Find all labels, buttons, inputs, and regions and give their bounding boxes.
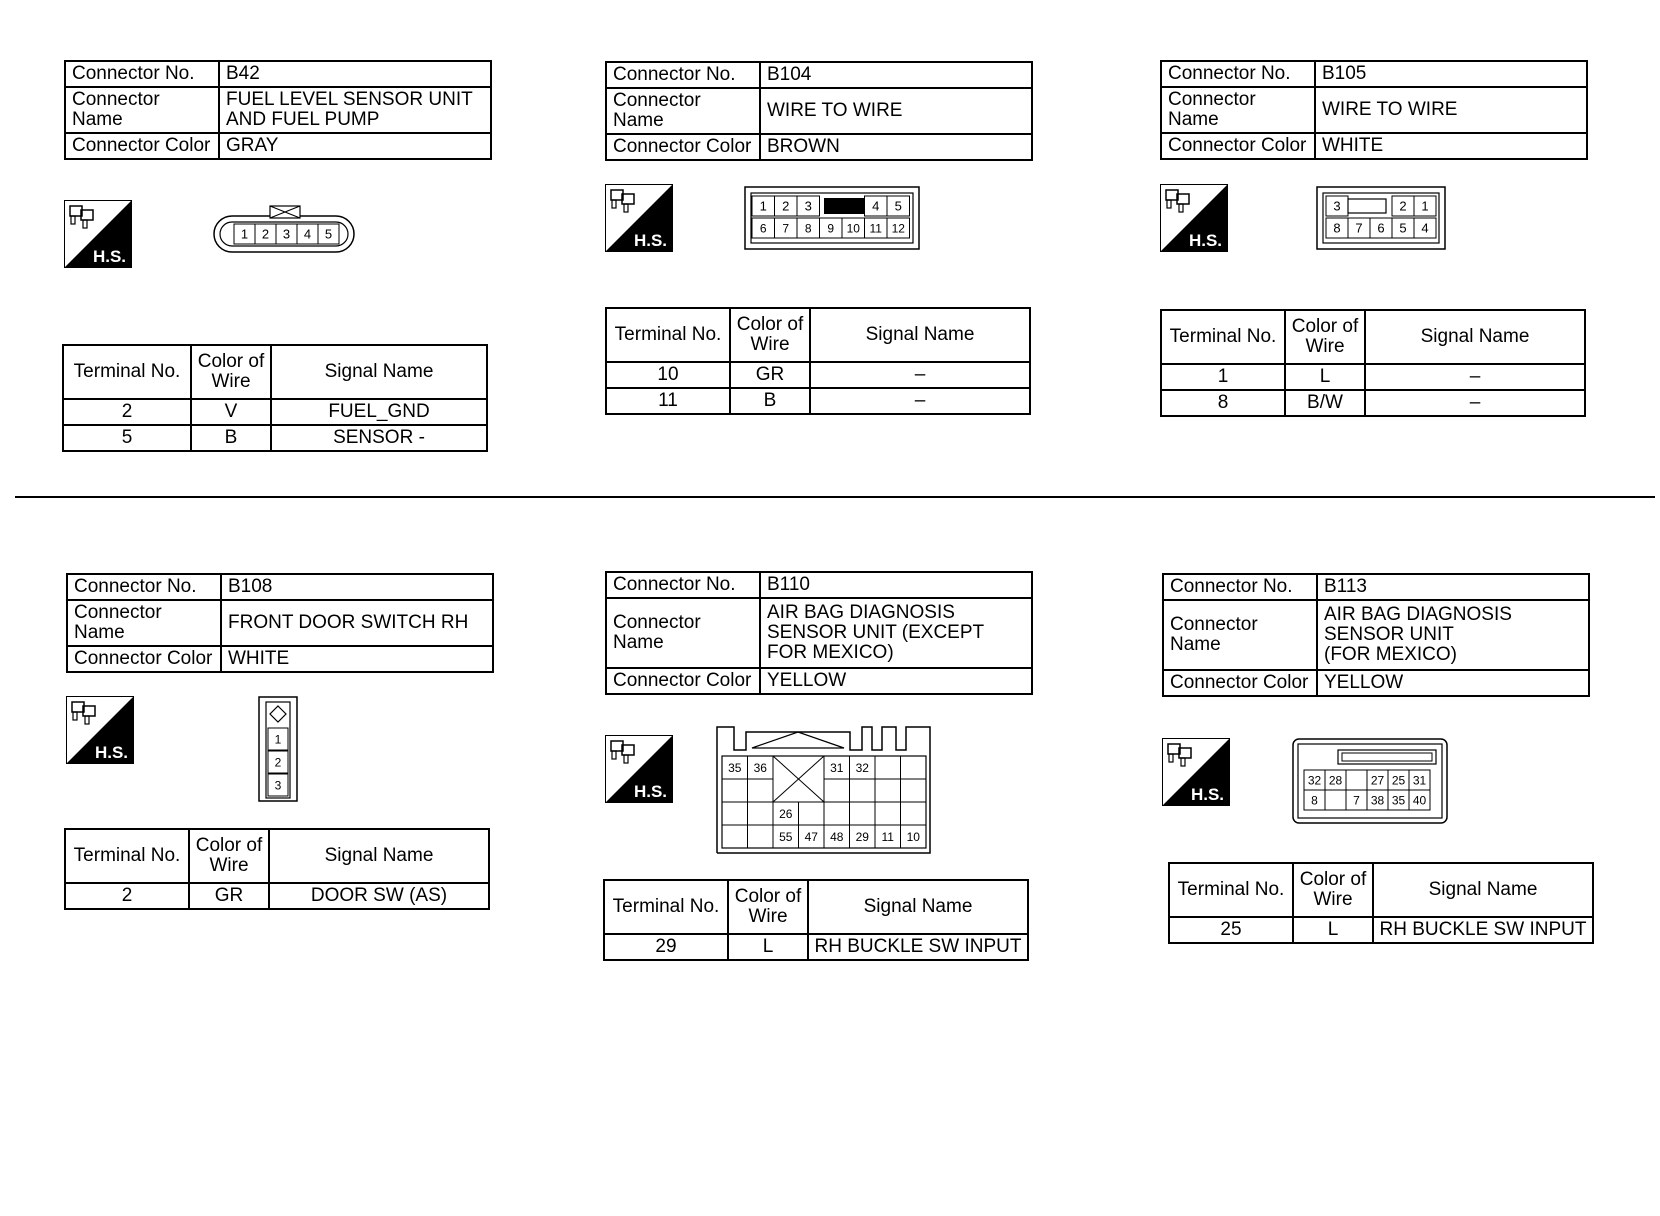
terminal-table-b105 xyxy=(1160,309,1586,417)
pin-number: 3 xyxy=(274,778,282,793)
header-terminal-no: Terminal No. xyxy=(1161,310,1285,364)
connector-face-b105 xyxy=(1316,186,1446,250)
pin-number: 8 xyxy=(1333,220,1341,236)
header-signal-name: Signal Name xyxy=(1365,310,1585,364)
pin-number: 10 xyxy=(906,829,920,844)
terminal-no: 5 xyxy=(63,425,191,451)
connector-info-b42 xyxy=(64,60,492,160)
pin-number: 55 xyxy=(779,829,793,844)
connector-face-b104 xyxy=(744,186,920,250)
wire-color: GR xyxy=(730,362,810,388)
connector-name: WIRE TO WIRE xyxy=(1315,87,1587,133)
terminal-table-b113 xyxy=(1168,862,1594,944)
pin-number: 26 xyxy=(779,806,793,821)
signal-name: – xyxy=(1365,390,1585,416)
pin-number: 28 xyxy=(1328,773,1343,788)
terminal-no: 11 xyxy=(606,388,730,414)
harness-side-icon xyxy=(1162,738,1230,806)
connector-info-b104 xyxy=(605,61,1033,161)
connector-info-b108 xyxy=(66,573,494,673)
connector-no: B42 xyxy=(219,61,491,87)
harness-side-icon xyxy=(64,200,132,268)
header-wire-color: Color of Wire xyxy=(191,345,271,399)
label-connector-no: Connector No. xyxy=(606,62,760,88)
pin-number: 32 xyxy=(855,760,869,775)
harness-side-icon xyxy=(1160,184,1228,252)
label-connector-no: Connector No. xyxy=(67,574,221,600)
wire-color: GR xyxy=(189,883,269,909)
header-signal-name: Signal Name xyxy=(808,880,1028,934)
signal-name: – xyxy=(810,388,1030,414)
connector-info-b110 xyxy=(605,571,1033,695)
hs-label: H.S. xyxy=(1190,785,1224,804)
connector-no: B105 xyxy=(1315,61,1587,87)
signal-name: RH BUCKLE SW INPUT xyxy=(1373,917,1593,943)
pin-number: 6 xyxy=(1377,220,1385,236)
label-connector-name: Connector Name xyxy=(606,88,760,134)
pin-number: 3 xyxy=(1333,198,1341,214)
label-connector-no: Connector No. xyxy=(1163,574,1317,600)
pin-number: 12 xyxy=(891,221,905,236)
table-row xyxy=(63,399,487,425)
header-terminal-no: Terminal No. xyxy=(65,829,189,883)
header-terminal-no: Terminal No. xyxy=(1169,863,1293,917)
terminal-table-b110 xyxy=(603,879,1029,961)
pin-number: 6 xyxy=(759,221,767,236)
signal-name: – xyxy=(1365,364,1585,390)
hs-label: H.S. xyxy=(633,231,667,250)
connector-no: B108 xyxy=(221,574,493,600)
pin-number: 7 xyxy=(1355,220,1363,236)
pin-number: 38 xyxy=(1370,793,1385,808)
pin-number: 2 xyxy=(1399,198,1407,214)
pin-number: 1 xyxy=(240,226,249,242)
wire-color: L xyxy=(1285,364,1365,390)
pin-number: 5 xyxy=(1399,220,1407,236)
pin-number: 35 xyxy=(728,760,742,775)
header-terminal-no: Terminal No. xyxy=(606,308,730,362)
pin-number: 1 xyxy=(1421,198,1429,214)
hs-label: H.S. xyxy=(92,247,126,266)
pin-number: 4 xyxy=(872,198,880,214)
table-row xyxy=(606,362,1030,388)
pin-number: 5 xyxy=(894,198,902,214)
connector-color: BROWN xyxy=(760,134,1032,160)
hs-label: H.S. xyxy=(94,743,128,762)
table-row xyxy=(604,934,1028,960)
signal-name: DOOR SW (AS) xyxy=(269,883,489,909)
harness-side-icon xyxy=(605,184,673,252)
label-connector-no: Connector No. xyxy=(1161,61,1315,87)
pin-number: 36 xyxy=(753,760,767,775)
pin-number: 11 xyxy=(881,829,894,844)
label-connector-color: Connector Color xyxy=(1161,133,1315,159)
connector-color: YELLOW xyxy=(1317,670,1589,696)
terminal-table-b104 xyxy=(605,307,1031,415)
table-row xyxy=(65,883,489,909)
connector-name: WIRE TO WIRE xyxy=(760,88,1032,134)
label-connector-color: Connector Color xyxy=(606,668,760,694)
terminal-no: 2 xyxy=(65,883,189,909)
pin-number: 10 xyxy=(846,221,860,236)
label-connector-name: Connector Name xyxy=(67,600,221,646)
label-connector-color: Connector Color xyxy=(65,133,219,159)
label-connector-no: Connector No. xyxy=(606,572,760,598)
connector-name: FRONT DOOR SWITCH RH xyxy=(221,600,493,646)
connector-face-b110 xyxy=(716,726,932,854)
pin-number: 2 xyxy=(274,755,282,770)
header-signal-name: Signal Name xyxy=(1373,863,1593,917)
wire-color: V xyxy=(191,399,271,425)
pin-number: 27 xyxy=(1370,773,1385,788)
connector-color: GRAY xyxy=(219,133,491,159)
section-divider xyxy=(15,496,1655,498)
pin-number: 5 xyxy=(324,226,333,242)
header-signal-name: Signal Name xyxy=(810,308,1030,362)
terminal-table-b108 xyxy=(64,828,490,910)
pin-number: 29 xyxy=(855,829,869,844)
connector-color: YELLOW xyxy=(760,668,1032,694)
pin-number: 47 xyxy=(804,829,818,844)
connector-info-b105 xyxy=(1160,60,1588,160)
pin-number: 48 xyxy=(830,829,844,844)
header-wire-color: Color of Wire xyxy=(730,308,810,362)
connector-no: B113 xyxy=(1317,574,1589,600)
connector-face-b42 xyxy=(212,202,358,254)
pin-number: 3 xyxy=(282,226,291,242)
connector-name: AIR BAG DIAGNOSIS SENSOR UNIT (FOR MEXICO) xyxy=(1317,600,1589,670)
pin-number: 8 xyxy=(804,221,812,236)
wire-color: L xyxy=(728,934,808,960)
label-connector-name: Connector Name xyxy=(1163,600,1317,670)
pin-number: 4 xyxy=(1421,220,1429,236)
signal-name: – xyxy=(810,362,1030,388)
wire-color: L xyxy=(1293,917,1373,943)
wire-color: B xyxy=(191,425,271,451)
wire-color: B xyxy=(730,388,810,414)
terminal-no: 8 xyxy=(1161,390,1285,416)
pin-number: 11 xyxy=(869,221,882,236)
terminal-table-b42 xyxy=(62,344,488,452)
label-connector-color: Connector Color xyxy=(67,646,221,672)
connector-no: B110 xyxy=(760,572,1032,598)
signal-name: SENSOR - xyxy=(271,425,487,451)
signal-name: FUEL_GND xyxy=(271,399,487,425)
signal-name: RH BUCKLE SW INPUT xyxy=(808,934,1028,960)
header-terminal-no: Terminal No. xyxy=(604,880,728,934)
table-row xyxy=(1169,917,1593,943)
pin-number: 1 xyxy=(759,198,767,214)
terminal-no: 29 xyxy=(604,934,728,960)
label-connector-name: Connector Name xyxy=(606,598,760,668)
pin-number: 4 xyxy=(303,226,312,242)
label-connector-name: Connector Name xyxy=(1161,87,1315,133)
pin-number: 8 xyxy=(1311,793,1318,808)
header-wire-color: Color of Wire xyxy=(1293,863,1373,917)
header-terminal-no: Terminal No. xyxy=(63,345,191,399)
header-wire-color: Color of Wire xyxy=(728,880,808,934)
terminal-no: 10 xyxy=(606,362,730,388)
pin-number: 25 xyxy=(1391,773,1406,788)
connector-no: B104 xyxy=(760,62,1032,88)
connector-face-b108 xyxy=(258,696,298,802)
header-wire-color: Color of Wire xyxy=(189,829,269,883)
hs-label: H.S. xyxy=(1188,231,1222,250)
pin-number: 1 xyxy=(274,732,282,747)
header-signal-name: Signal Name xyxy=(271,345,487,399)
wire-color: B/W xyxy=(1285,390,1365,416)
connector-name: AIR BAG DIAGNOSIS SENSOR UNIT (EXCEPT FOR MEXICO) xyxy=(760,598,1032,668)
pin-number: 3 xyxy=(804,198,812,214)
label-connector-color: Connector Color xyxy=(1163,670,1317,696)
terminal-no: 2 xyxy=(63,399,191,425)
connector-name: FUEL LEVEL SENSOR UNIT AND FUEL PUMP xyxy=(219,87,491,133)
pin-number: 32 xyxy=(1307,773,1322,788)
header-signal-name: Signal Name xyxy=(269,829,489,883)
pin-number: 2 xyxy=(782,198,790,214)
terminal-no: 25 xyxy=(1169,917,1293,943)
pin-number: 40 xyxy=(1412,793,1427,808)
harness-side-icon xyxy=(66,696,134,764)
pin-number: 35 xyxy=(1391,793,1406,808)
terminal-no: 1 xyxy=(1161,364,1285,390)
hs-label: H.S. xyxy=(633,782,667,801)
harness-side-icon xyxy=(605,735,673,803)
table-row xyxy=(606,388,1030,414)
connector-face-b113 xyxy=(1292,738,1448,824)
connector-color: WHITE xyxy=(221,646,493,672)
connector-color: WHITE xyxy=(1315,133,1587,159)
pin-number: 31 xyxy=(830,760,844,775)
label-connector-no: Connector No. xyxy=(65,61,219,87)
connector-info-b113 xyxy=(1162,573,1590,697)
table-row xyxy=(1161,364,1585,390)
header-wire-color: Color of Wire xyxy=(1285,310,1365,364)
pin-number: 2 xyxy=(261,226,270,242)
pin-number: 31 xyxy=(1412,773,1427,788)
label-connector-color: Connector Color xyxy=(606,134,760,160)
table-row xyxy=(63,425,487,451)
pin-number: 7 xyxy=(782,221,790,236)
pin-number: 7 xyxy=(1353,793,1360,808)
table-row xyxy=(1161,390,1585,416)
pin-number: 9 xyxy=(827,221,835,236)
label-connector-name: Connector Name xyxy=(65,87,219,133)
